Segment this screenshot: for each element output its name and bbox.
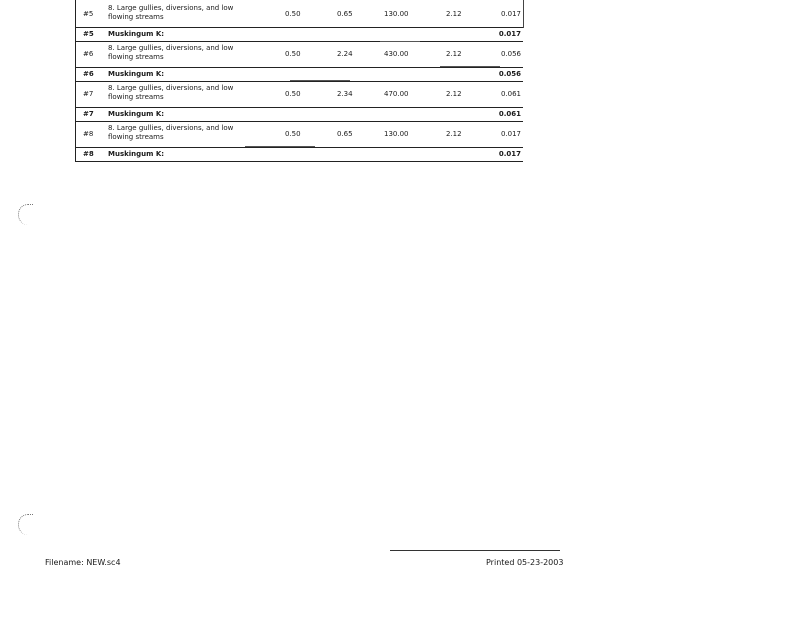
value-cell: 0.50 [285, 90, 301, 98]
value-cell: 0.017 [500, 130, 521, 138]
table-row [75, 40, 523, 68]
value-cell: 2.24 [337, 50, 353, 58]
scan-artifact [440, 66, 500, 67]
table-right-border [523, 0, 524, 28]
value-cell: 130.00 [384, 130, 409, 138]
muskingum-label: Muskingum K: [108, 30, 165, 38]
reach-id: #6 [83, 70, 94, 78]
binder-hole-icon [18, 514, 33, 535]
flow-description: 8. Large gullies, diversions, and low flowing streams [108, 44, 234, 61]
flow-description: 8. Large gullies, diversions, and low flowing streams [108, 4, 234, 21]
value-cell: 0.50 [285, 10, 301, 18]
value-cell: 0.65 [337, 130, 353, 138]
reach-id: #5 [83, 10, 94, 18]
muskingum-label: Muskingum K: [108, 70, 165, 78]
binder-hole-icon [18, 204, 33, 225]
muskingum-label: Muskingum K: [108, 110, 165, 118]
table-row [75, 0, 523, 28]
reach-id: #8 [83, 150, 94, 158]
scan-artifact [290, 80, 350, 81]
muskingum-label: Muskingum K: [108, 150, 165, 158]
value-cell: 2.12 [446, 50, 462, 58]
scan-artifact [245, 146, 315, 147]
reach-id: #8 [83, 130, 94, 138]
footer-printed-date: Printed 05-23-2003 [486, 558, 564, 567]
value-cell: 2.12 [446, 90, 462, 98]
flow-description: 8. Large gullies, diversions, and low flowing streams [108, 124, 234, 141]
muskingum-k-value: 0.061 [498, 110, 521, 118]
value-cell: 2.12 [446, 130, 462, 138]
reach-id: #5 [83, 30, 94, 38]
table-row [75, 120, 523, 148]
value-cell: 430.00 [384, 50, 409, 58]
muskingum-k-value: 0.056 [498, 70, 521, 78]
value-cell: 470.00 [384, 90, 409, 98]
reach-id: #7 [83, 90, 94, 98]
reach-id: #6 [83, 50, 94, 58]
value-cell: 0.056 [500, 50, 521, 58]
summary-row [75, 147, 523, 162]
value-cell: 0.50 [285, 130, 301, 138]
value-cell: 2.12 [446, 10, 462, 18]
footer-rule [390, 550, 560, 551]
value-cell: 0.50 [285, 50, 301, 58]
muskingum-k-value: 0.017 [498, 30, 521, 38]
value-cell: 0.017 [500, 10, 521, 18]
value-cell: 0.061 [500, 90, 521, 98]
muskingum-k-value: 0.017 [498, 150, 521, 158]
footer-filename: Filename: NEW.sc4 [45, 558, 121, 567]
table-row [75, 80, 523, 108]
scan-artifact [380, 41, 420, 42]
flow-description: 8. Large gullies, diversions, and low flowing streams [108, 84, 234, 101]
value-cell: 2.34 [337, 90, 353, 98]
value-cell: 0.65 [337, 10, 353, 18]
value-cell: 130.00 [384, 10, 409, 18]
reach-id: #7 [83, 110, 94, 118]
